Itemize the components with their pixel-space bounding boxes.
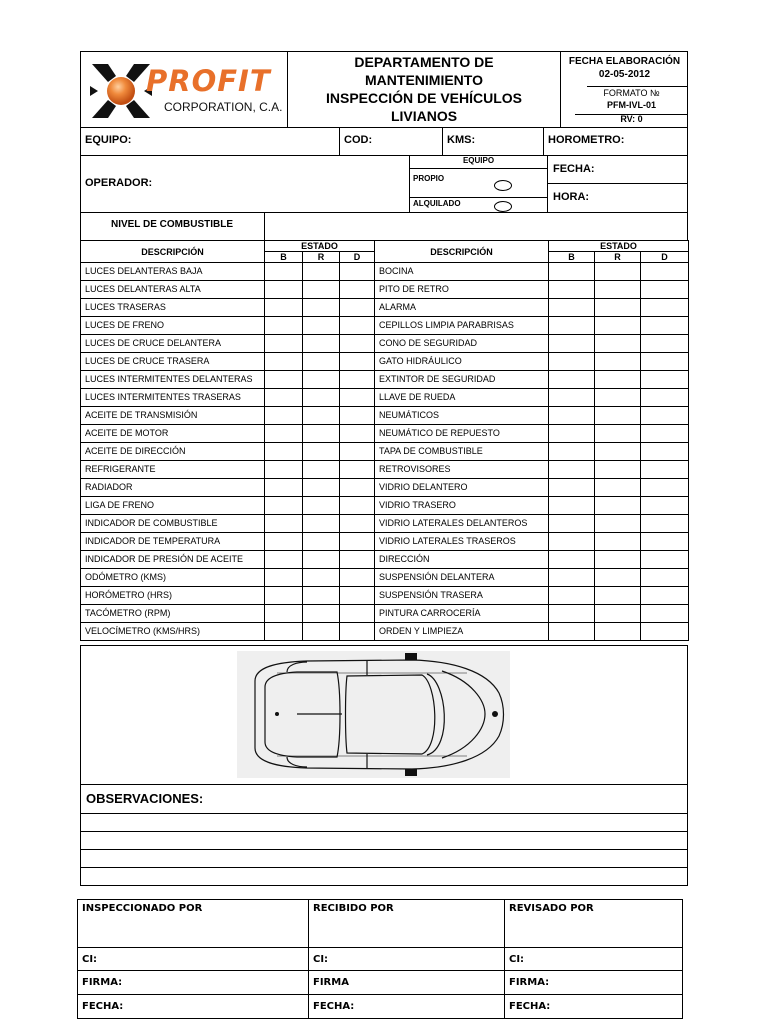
state-b-cell[interactable] <box>549 623 595 641</box>
item-description: SUSPENSIÓN DELANTERA <box>375 569 549 587</box>
formato-label: FORMATO № <box>603 88 660 98</box>
item-description: VIDRIO LATERALES TRASEROS <box>375 533 549 551</box>
equipo-field[interactable] <box>160 129 336 154</box>
item-description: VIDRIO DELANTERO <box>375 479 549 497</box>
table-row <box>81 515 689 533</box>
table-row <box>81 479 689 497</box>
horometro-field[interactable] <box>625 129 685 154</box>
state-r-cell[interactable] <box>595 605 641 623</box>
state-d-cell[interactable] <box>641 317 689 335</box>
table-row <box>81 461 689 479</box>
state-r-cell[interactable] <box>595 515 641 533</box>
firma-field[interactable]: FIRMA <box>309 971 505 995</box>
table-row <box>81 263 689 281</box>
state-b-cell[interactable] <box>265 587 303 605</box>
state-r-cell[interactable] <box>595 425 641 443</box>
propio-radio[interactable] <box>494 180 512 191</box>
state-d-cell[interactable] <box>340 299 375 317</box>
state-r-cell[interactable] <box>595 353 641 371</box>
state-d-cell[interactable] <box>641 443 689 461</box>
state-d-cell[interactable] <box>641 551 689 569</box>
fecha-elaboracion-label: FECHA ELABORACIÓN <box>568 56 681 67</box>
state-r-cell[interactable] <box>303 371 340 389</box>
state-d-cell[interactable] <box>641 533 689 551</box>
state-b-cell[interactable] <box>265 623 303 641</box>
state-d-cell[interactable] <box>340 551 375 569</box>
table-row <box>81 353 689 371</box>
title-line-3: INSPECCIÓN DE VEHÍCULOS <box>325 90 523 106</box>
logo-subtitle: CORPORATION, C.A. <box>164 100 283 114</box>
state-r-cell[interactable] <box>595 587 641 605</box>
operador-field[interactable] <box>160 158 405 210</box>
state-b-cell[interactable] <box>265 515 303 533</box>
hora-label: HORA: <box>553 191 590 203</box>
fecha-field[interactable]: FECHA: <box>78 995 309 1019</box>
cod-field[interactable] <box>375 129 439 154</box>
state-r-cell[interactable] <box>303 551 340 569</box>
state-r-cell[interactable] <box>595 443 641 461</box>
table-row <box>81 443 689 461</box>
item-description: VIDRIO LATERALES DELANTEROS <box>375 515 549 533</box>
state-r-cell[interactable] <box>303 263 340 281</box>
descripcion-header-right: DESCRIPCIÓN <box>375 241 549 263</box>
state-d-cell[interactable] <box>340 389 375 407</box>
table-row <box>81 407 689 425</box>
state-d-cell[interactable] <box>641 497 689 515</box>
item-description: RETROVISORES <box>375 461 549 479</box>
state-d-cell[interactable] <box>641 263 689 281</box>
inspeccionado-por[interactable]: INSPECCIONADO POR <box>78 900 309 948</box>
state-r-cell[interactable] <box>303 353 340 371</box>
state-d-cell[interactable] <box>641 461 689 479</box>
state-b-cell[interactable] <box>265 443 303 461</box>
row-divider <box>264 212 265 241</box>
state-b-cell[interactable] <box>549 587 595 605</box>
item-description: LUCES DE FRENO <box>81 317 265 335</box>
alquilado-label: ALQUILADO <box>413 199 461 208</box>
state-b-cell[interactable] <box>265 551 303 569</box>
col-r-left: R <box>303 252 340 263</box>
state-b-cell[interactable] <box>265 479 303 497</box>
hora-field[interactable] <box>595 186 685 210</box>
fecha-elaboracion-value: 02-05-2012 <box>598 69 651 80</box>
item-description: GATO HIDRÁULICO <box>375 353 549 371</box>
state-r-cell[interactable] <box>595 263 641 281</box>
state-d-cell[interactable] <box>641 425 689 443</box>
state-b-cell[interactable] <box>549 533 595 551</box>
item-description: ALARMA <box>375 299 549 317</box>
state-b-cell[interactable] <box>265 299 303 317</box>
row-divider <box>339 127 340 156</box>
cod-label: COD: <box>344 134 373 146</box>
observaciones-line[interactable] <box>80 849 688 850</box>
propio-label: PROPIO <box>413 174 445 183</box>
state-r-cell[interactable] <box>303 569 340 587</box>
ci-field[interactable]: CI: <box>78 948 309 971</box>
state-b-cell[interactable] <box>265 407 303 425</box>
state-b-cell[interactable] <box>265 263 303 281</box>
item-description: LUCES DELANTERAS BAJA <box>81 263 265 281</box>
nivel-combustible-label: NIVEL DE COMBUSTIBLE <box>110 219 234 230</box>
state-b-cell[interactable] <box>549 515 595 533</box>
table-row <box>81 389 689 407</box>
estado-header-right: ESTADO <box>549 241 689 252</box>
item-description: PITO DE RETRO <box>375 281 549 299</box>
state-b-cell[interactable] <box>549 461 595 479</box>
state-b-cell[interactable] <box>265 281 303 299</box>
item-description: EXTINTOR DE SEGURIDAD <box>375 371 549 389</box>
kms-label: KMS: <box>447 134 476 146</box>
ci-field[interactable]: CI: <box>505 948 683 971</box>
state-d-cell[interactable] <box>641 335 689 353</box>
state-d-cell[interactable] <box>641 389 689 407</box>
state-b-cell[interactable] <box>265 371 303 389</box>
state-b-cell[interactable] <box>549 443 595 461</box>
state-r-cell[interactable] <box>303 497 340 515</box>
state-r-cell[interactable] <box>303 443 340 461</box>
item-description: HORÓMETRO (HRS) <box>81 587 265 605</box>
state-r-cell[interactable] <box>303 605 340 623</box>
state-r-cell[interactable] <box>595 569 641 587</box>
state-r-cell[interactable] <box>595 299 641 317</box>
item-description: REFRIGERANTE <box>81 461 265 479</box>
state-d-cell[interactable] <box>641 353 689 371</box>
item-description: LUCES DE CRUCE DELANTERA <box>81 335 265 353</box>
operador-label: OPERADOR: <box>85 177 153 189</box>
item-description: LUCES INTERMITENTES DELANTERAS <box>81 371 265 389</box>
state-d-cell[interactable] <box>340 605 375 623</box>
state-r-cell[interactable] <box>303 587 340 605</box>
state-b-cell[interactable] <box>549 353 595 371</box>
state-b-cell[interactable] <box>549 299 595 317</box>
table-row <box>81 425 689 443</box>
inspection-table <box>80 240 689 641</box>
state-d-cell[interactable] <box>340 335 375 353</box>
state-r-cell[interactable] <box>595 281 641 299</box>
item-description: PINTURA CARROCERÍA <box>375 605 549 623</box>
col-b-right: B <box>549 252 595 263</box>
table-row <box>81 335 689 353</box>
state-d-cell[interactable] <box>340 425 375 443</box>
state-d-cell[interactable] <box>340 461 375 479</box>
state-r-cell[interactable] <box>595 317 641 335</box>
state-b-cell[interactable] <box>549 371 595 389</box>
state-r-cell[interactable] <box>595 497 641 515</box>
item-description: ORDEN Y LIMPIEZA <box>375 623 549 641</box>
state-r-cell[interactable] <box>303 281 340 299</box>
item-description: ACEITE DE TRANSMISIÓN <box>81 407 265 425</box>
vehicle-diagram <box>237 651 510 778</box>
state-b-cell[interactable] <box>265 353 303 371</box>
observaciones-line[interactable] <box>80 831 688 832</box>
revision-value: RV: 0 <box>620 114 643 124</box>
fecha-field[interactable]: FECHA: <box>505 995 683 1019</box>
state-r-cell[interactable] <box>303 335 340 353</box>
state-d-cell[interactable] <box>340 569 375 587</box>
ci-field[interactable]: CI: <box>309 948 505 971</box>
car-top-view-icon <box>237 651 510 778</box>
state-r-cell[interactable] <box>595 479 641 497</box>
state-r-cell[interactable] <box>595 623 641 641</box>
state-r-cell[interactable] <box>595 407 641 425</box>
item-description: TACÓMETRO (RPM) <box>81 605 265 623</box>
state-r-cell[interactable] <box>595 371 641 389</box>
state-b-cell[interactable] <box>265 461 303 479</box>
item-description: VIDRIO TRASERO <box>375 497 549 515</box>
item-description: LUCES DE CRUCE TRASERA <box>81 353 265 371</box>
state-r-cell[interactable] <box>303 515 340 533</box>
item-description: LUCES INTERMITENTES TRASERAS <box>81 389 265 407</box>
table-row <box>81 569 689 587</box>
state-b-cell[interactable] <box>265 425 303 443</box>
state-r-cell[interactable] <box>303 461 340 479</box>
state-d-cell[interactable] <box>641 515 689 533</box>
table-row <box>81 551 689 569</box>
item-description: CONO DE SEGURIDAD <box>375 335 549 353</box>
table-row <box>81 587 689 605</box>
state-r-cell[interactable] <box>303 389 340 407</box>
item-description: BOCINA <box>375 263 549 281</box>
item-description: NEUMÁTICO DE REPUESTO <box>375 425 549 443</box>
state-b-cell[interactable] <box>549 335 595 353</box>
firma-field[interactable]: FIRMA: <box>78 971 309 995</box>
fecha-hora-divider <box>548 183 688 184</box>
state-d-cell[interactable] <box>340 587 375 605</box>
table-row <box>81 497 689 515</box>
observaciones-line[interactable] <box>80 867 688 868</box>
item-description: LLAVE DE RUEDA <box>375 389 549 407</box>
state-d-cell[interactable] <box>340 371 375 389</box>
state-b-cell[interactable] <box>549 317 595 335</box>
state-b-cell[interactable] <box>549 551 595 569</box>
state-r-cell[interactable] <box>595 335 641 353</box>
state-d-cell[interactable] <box>340 623 375 641</box>
item-description: INDICADOR DE COMBUSTIBLE <box>81 515 265 533</box>
state-d-cell[interactable] <box>641 407 689 425</box>
observaciones-label: OBSERVACIONES: <box>86 791 204 806</box>
item-description: CEPILLOS LIMPIA PARABRISAS <box>375 317 549 335</box>
state-d-cell[interactable] <box>340 515 375 533</box>
item-description: ACEITE DE DIRECCIÓN <box>81 443 265 461</box>
equipo-label: EQUIPO: <box>85 134 132 146</box>
state-b-cell[interactable] <box>549 389 595 407</box>
horometro-label: HOROMETRO: <box>548 134 625 146</box>
state-d-cell[interactable] <box>641 281 689 299</box>
state-b-cell[interactable] <box>265 389 303 407</box>
table-row <box>81 605 689 623</box>
state-b-cell[interactable] <box>265 317 303 335</box>
state-d-cell[interactable] <box>340 263 375 281</box>
estado-header-left: ESTADO <box>265 241 375 252</box>
state-r-cell[interactable] <box>595 533 641 551</box>
state-b-cell[interactable] <box>549 263 595 281</box>
state-b-cell[interactable] <box>265 335 303 353</box>
table-row <box>81 299 689 317</box>
table-row <box>81 317 689 335</box>
row-divider <box>543 127 544 156</box>
table-row <box>81 371 689 389</box>
state-d-cell[interactable] <box>340 353 375 371</box>
table-row <box>81 533 689 551</box>
col-b-left: B <box>265 252 303 263</box>
descripcion-header-left: DESCRIPCIÓN <box>81 241 265 263</box>
formato-divider <box>587 86 688 87</box>
formato-value: PFM-IVL-01 <box>606 100 656 110</box>
table-row <box>81 623 689 641</box>
firma-field[interactable]: FIRMA: <box>505 971 683 995</box>
item-description: VELOCÍMETRO (KMS/HRS) <box>81 623 265 641</box>
fecha-label: FECHA: <box>553 163 595 175</box>
state-r-cell[interactable] <box>303 425 340 443</box>
state-r-cell[interactable] <box>595 389 641 407</box>
item-description: LIGA DE FRENO <box>81 497 265 515</box>
item-description: LUCES DELANTERAS ALTA <box>81 281 265 299</box>
row-divider <box>442 127 443 156</box>
item-description: INDICADOR DE PRESIÓN DE ACEITE <box>81 551 265 569</box>
col-r-right: R <box>595 252 641 263</box>
table-row <box>81 281 689 299</box>
state-d-cell[interactable] <box>340 479 375 497</box>
kms-field[interactable] <box>478 129 540 154</box>
state-r-cell[interactable] <box>595 461 641 479</box>
fecha-field[interactable] <box>595 158 685 181</box>
state-d-cell[interactable] <box>340 533 375 551</box>
state-b-cell[interactable] <box>549 425 595 443</box>
state-r-cell[interactable] <box>303 299 340 317</box>
revisado-por[interactable]: REVISADO POR <box>505 900 683 948</box>
state-d-cell[interactable] <box>340 497 375 515</box>
state-d-cell[interactable] <box>340 407 375 425</box>
item-description: SUSPENSIÓN TRASERA <box>375 587 549 605</box>
state-b-cell[interactable] <box>549 281 595 299</box>
state-d-cell[interactable] <box>641 371 689 389</box>
title-line-1: DEPARTAMENTO DE <box>354 54 494 70</box>
page-title <box>288 52 560 126</box>
state-b-cell[interactable] <box>549 569 595 587</box>
equipo-box-title: EQUIPO <box>462 156 495 165</box>
item-description: LUCES TRASERAS <box>81 299 265 317</box>
item-description: DIRECCIÓN <box>375 551 549 569</box>
title-line-4: LIVIANOS <box>390 108 458 124</box>
col-d-right: D <box>641 252 689 263</box>
state-r-cell[interactable] <box>303 317 340 335</box>
state-b-cell[interactable] <box>265 533 303 551</box>
state-d-cell[interactable] <box>641 299 689 317</box>
title-line-2: MANTENIMIENTO <box>365 72 483 88</box>
state-r-cell[interactable] <box>303 533 340 551</box>
equipo-box-divider <box>409 197 548 198</box>
state-b-cell[interactable] <box>549 605 595 623</box>
item-description: ACEITE DE MOTOR <box>81 425 265 443</box>
nivel-combustible-field[interactable] <box>266 214 686 239</box>
state-d-cell[interactable] <box>340 317 375 335</box>
observaciones-line[interactable] <box>80 813 688 814</box>
state-b-cell[interactable] <box>265 569 303 587</box>
item-description: TAPA DE COMBUSTIBLE <box>375 443 549 461</box>
state-d-cell[interactable] <box>641 569 689 587</box>
state-r-cell[interactable] <box>303 407 340 425</box>
item-description: NEUMÁTICOS <box>375 407 549 425</box>
state-b-cell[interactable] <box>549 479 595 497</box>
item-description: INDICADOR DE TEMPERATURA <box>81 533 265 551</box>
item-description: ODÓMETRO (KMS) <box>81 569 265 587</box>
item-description: RADIADOR <box>81 479 265 497</box>
state-d-cell[interactable] <box>340 281 375 299</box>
state-b-cell[interactable] <box>265 605 303 623</box>
signature-table <box>77 899 683 1019</box>
recibido-por[interactable]: RECIBIDO POR <box>309 900 505 948</box>
logo-wordmark: PROFIT <box>146 64 271 98</box>
state-b-cell[interactable] <box>549 497 595 515</box>
state-r-cell[interactable] <box>303 479 340 497</box>
state-b-cell[interactable] <box>549 407 595 425</box>
state-d-cell[interactable] <box>641 587 689 605</box>
state-d-cell[interactable] <box>641 623 689 641</box>
fecha-field[interactable]: FECHA: <box>309 995 505 1019</box>
equipo-box-divider <box>409 168 548 169</box>
state-d-cell[interactable] <box>641 479 689 497</box>
state-r-cell[interactable] <box>595 551 641 569</box>
state-d-cell[interactable] <box>641 605 689 623</box>
alquilado-radio[interactable] <box>494 201 512 212</box>
state-r-cell[interactable] <box>303 623 340 641</box>
company-logo <box>86 58 286 124</box>
state-b-cell[interactable] <box>265 497 303 515</box>
state-d-cell[interactable] <box>340 443 375 461</box>
col-d-left: D <box>340 252 375 263</box>
